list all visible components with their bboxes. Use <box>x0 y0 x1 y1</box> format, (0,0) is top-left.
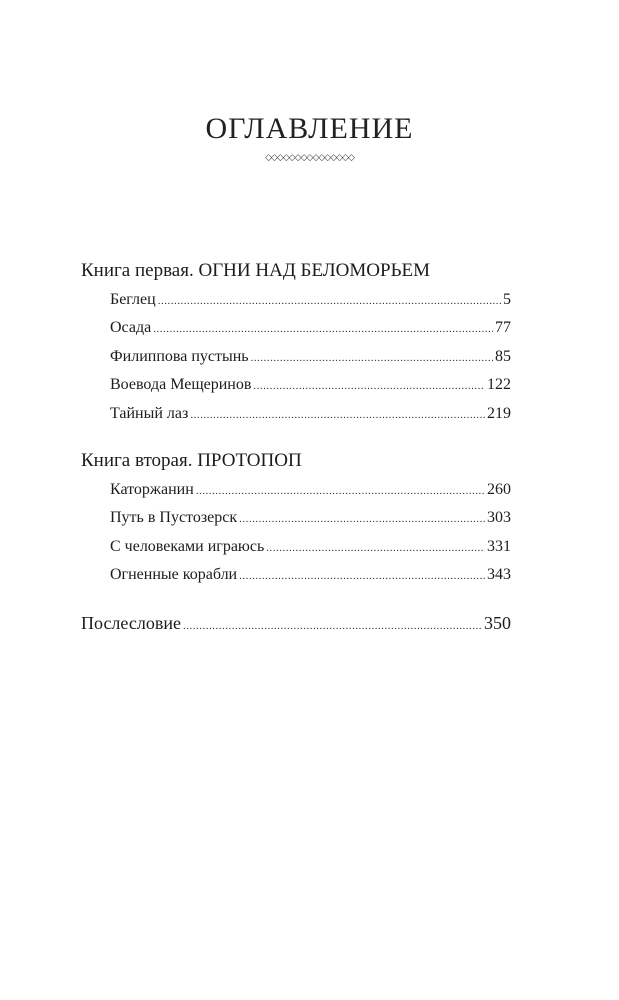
entry-title: Осада <box>110 319 152 337</box>
toc-entry-list <box>81 286 511 428</box>
entry-page-number: 77 <box>495 319 511 337</box>
entry-page-number: 303 <box>487 509 511 527</box>
toc-part-1 <box>81 258 511 428</box>
toc-entry-list <box>81 476 511 590</box>
toc-entry <box>81 533 511 561</box>
dot-leader <box>253 372 485 400</box>
entry-page-number: 343 <box>487 566 511 584</box>
entry-page-number: 350 <box>484 612 511 633</box>
entry-page-number: 219 <box>487 404 511 422</box>
dot-leader <box>239 562 485 590</box>
toc-entry <box>81 400 511 428</box>
entry-title: Каторжанин <box>110 480 194 498</box>
entry-title: Филиппова пустынь <box>110 347 249 365</box>
entry-page-number: 85 <box>495 347 511 365</box>
toc-afterword <box>81 610 511 639</box>
part-heading: Книга вторая. ПРОТОПОП <box>81 449 302 471</box>
toc-entry <box>81 476 511 504</box>
entry-title: Огненные корабли <box>110 566 238 584</box>
entry-title: Послесловие <box>81 612 181 633</box>
dot-leader <box>251 344 493 372</box>
entry-title: Беглец <box>110 291 156 308</box>
dot-leader <box>153 315 493 343</box>
entry-title: Путь в Пустозерск <box>110 509 238 527</box>
ornament-divider: ◇◇◇◇◇◇◇◇◇◇◇◇◇◇◇ <box>265 152 354 162</box>
entry-page-number: 122 <box>487 376 511 394</box>
toc-part-2 <box>81 448 511 590</box>
toc-entry <box>81 314 511 342</box>
table-of-contents <box>81 258 511 639</box>
dot-leader <box>190 401 485 429</box>
dot-leader <box>196 477 485 505</box>
toc-entry <box>81 561 511 589</box>
page-title: ОГЛАВЛЕНИЕ <box>205 112 414 145</box>
dot-leader <box>266 534 485 562</box>
entry-page-number: 260 <box>487 480 511 498</box>
entry-title: С человеками играюсь <box>110 537 265 555</box>
dot-leader <box>183 613 482 639</box>
entry-page-number: 331 <box>487 537 511 555</box>
entry-title: Тайный лаз <box>110 404 189 422</box>
entry-page-number: 5 <box>503 291 511 308</box>
toc-entry <box>81 286 511 314</box>
toc-entry <box>81 371 511 399</box>
part-heading: Книга первая. ОГНИ НАД БЕЛОМОРЬЕМ <box>81 260 430 281</box>
dot-leader <box>158 287 501 315</box>
toc-entry <box>81 343 511 371</box>
toc-entry <box>81 504 511 532</box>
entry-title: Воевода Мещеринов <box>110 376 252 394</box>
dot-leader <box>239 505 485 533</box>
